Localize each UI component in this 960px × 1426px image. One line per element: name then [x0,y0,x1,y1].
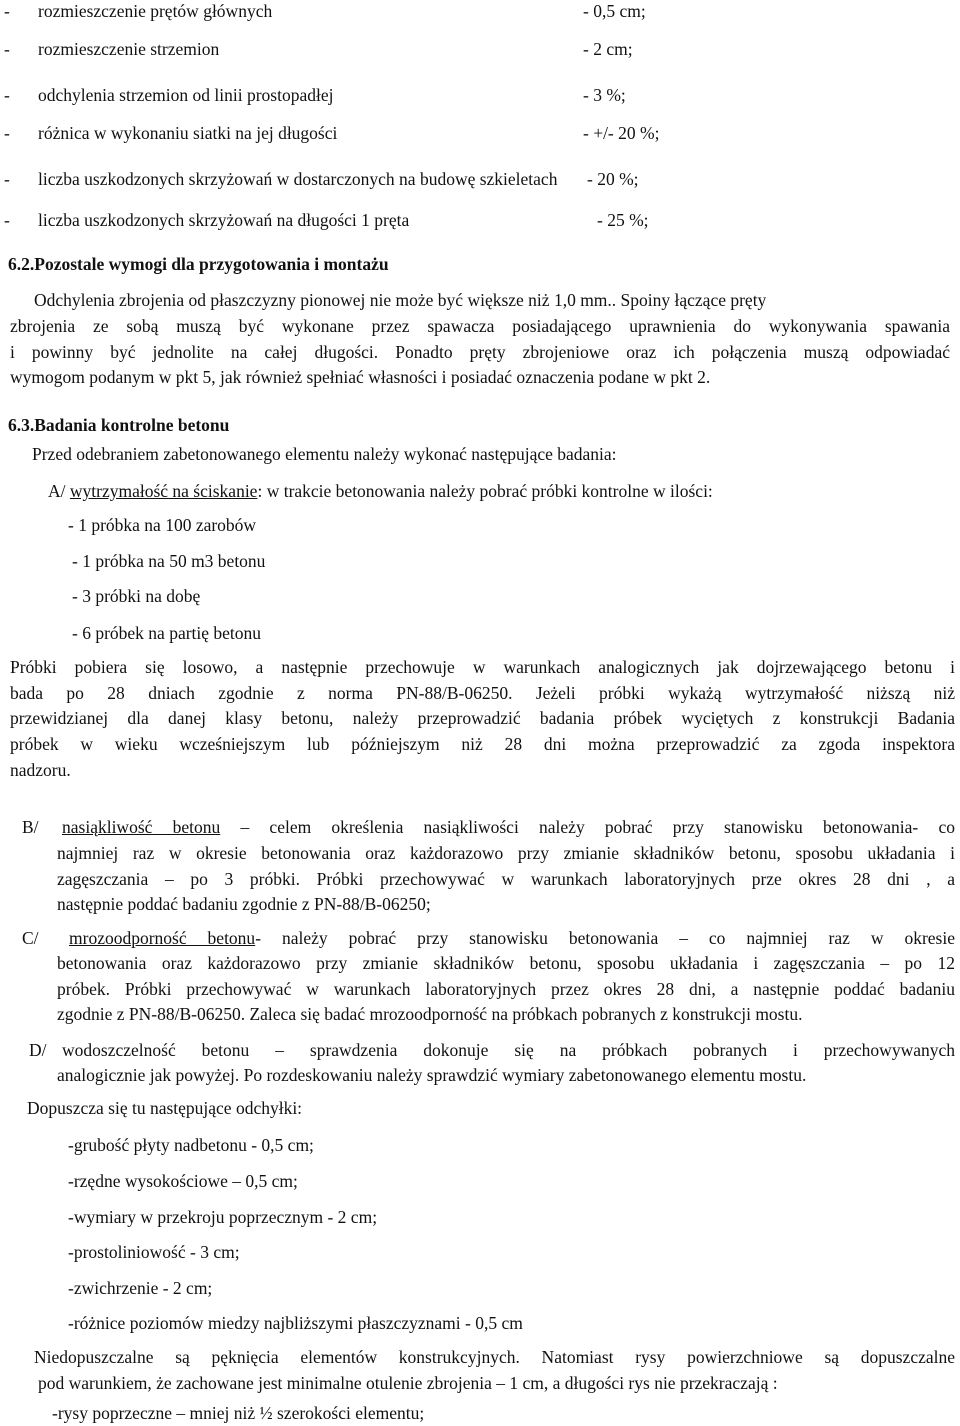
deviation-item: -wymiary w przekroju poprzecznym - 2 cm; [68,1207,378,1227]
tolerance-value: - 0,5 cm; [583,1,646,21]
tolerance-value: - 3 %; [583,85,626,105]
section-heading-6-3: 6.3.Badania kontrolne betonu [8,415,230,435]
paragraph-line: próbek w wieku wcześniejszym lub późniejszym niż 28 dni można przeprowadzić za zgoda inspektora [10,734,955,754]
test-a-prefix: A/ [48,481,70,501]
test-a-rest: : w trakcie betonowania należy pobrać próbki kontrolne w ilości: [257,481,713,501]
paragraph-line: zbrojenia ze sobą muszą być wykonane przez spawacza posiadającego uprawnienia do wykonywania spawania [10,316,950,336]
deviations-intro: Dopuszcza się tu następujące odchyłki: [27,1098,303,1118]
paragraph-line: Próbki pobiera się losowo, a następnie przechowuje w warunkach analogicznych jak dojrzewającego betonu i [10,657,955,677]
tolerance-label: liczba uszkodzonych skrzyżowań na długości 1 pręta [38,210,410,230]
deviation-item: -rzędne wysokościowe – 0,5 cm; [68,1171,298,1191]
paragraph-line: Niedopuszczalne są pęknięcia elementów konstrukcyjnych. Natomiast rysy powierzchniowe są dopuszczalne [34,1347,955,1367]
test-a-term: wytrzymałość na ściskanie [69,481,258,501]
deviation-item: -grubość płyty nadbetonu - 0,5 cm; [68,1135,314,1155]
sample-item: - 3 próbki na dobę [72,586,201,606]
deviation-item: -różnice poziomów miedzy najbliższymi płaszczyznami - 0,5 cm [68,1313,523,1333]
section-intro: Przed odebraniem zabetonowanego elementu należy wykonać następujące badania: [32,444,617,464]
paragraph-line: zagęszczania – po 3 próbki. Próbki przechowywać w warunkach laboratoryjnych prze okres 28 dni , a [57,869,955,889]
test-c-label: C/ [22,928,39,948]
tolerance-label: różnica w wykonaniu siatki na jej długości [38,123,338,143]
sample-item: - 1 próbka na 100 zarobów [68,515,257,535]
tolerance-label: rozmieszczenie strzemion [38,39,220,59]
tolerance-label: rozmieszczenie prętów głównych [38,1,273,21]
test-a-line [48,480,713,502]
test-c-first-line [69,927,955,949]
tolerance-value: - 2 cm; [583,39,633,59]
paragraph-line: następnie poddać badaniu zgodnie z PN-88/B-06250; [57,894,431,914]
paragraph-line: betonowania oraz każdorazowo przy zmianie składników betonu, sposobu układania i zagęszczania – po 12 [57,953,955,973]
test-b-rest: – celem określenia nasiąkliwości należy pobrać przy stanowisku betonowania- co [220,817,955,837]
tolerance-value: - 20 %; [587,169,639,189]
paragraph-line: próbek. Próbki przechowywać w warunkach laboratoryjnych przez okres 28 dni, a następnie poddać badaniu [57,979,955,999]
sample-item: - 1 próbka na 50 m3 betonu [72,551,266,571]
list-dash: - [4,169,10,189]
sample-item: - 6 próbek na partię betonu [72,623,262,643]
test-b-first-line [62,816,955,838]
list-dash: - [4,210,10,230]
paragraph-line: Odchylenia zbrojenia od płaszczyzny pionowej nie może być większe niż 1,0 mm.. Spoiny łączące pręty [34,290,767,310]
section-heading-6-2: 6.2.Pozostale wymogi dla przygotowania i montażu [8,254,389,274]
test-c-term: mrozoodporność betonu [69,928,256,948]
test-d-first-line: wodoszczelność betonu – sprawdzenia dokonuje się na próbkach pobranych i przechowywanych [62,1040,955,1060]
paragraph-line: i powinny być jednolite na całej długości. Ponadto pręty zbrojeniowe oraz ich połączenia muszą odpowiadać [10,342,950,362]
paragraph-line: pod warunkiem, że zachowane jest minimalne otulenie zbrojenia – 1 cm, a długości rys nie przekraczają : [38,1373,778,1393]
paragraph-line: nadzoru. [10,760,71,780]
deviation-item: -prostoliniowość - 3 cm; [68,1242,240,1262]
paragraph-line: bada po 28 dniach zgodnie z norma PN-88/B-06250. Jeżeli próbki wykażą wytrzymałość niższą niż [10,683,955,703]
tolerance-value: - +/- 20 %; [583,123,660,143]
paragraph-line: wymogom podanym w pkt 5, jak również spełniać własności i posiadać oznaczenia podane w pkt 2. [10,367,711,387]
test-b-term: nasiąkliwość betonu [62,817,221,837]
paragraph-line: przewidzianej dla danej klasy betonu, należy przeprowadzić badania próbek wyciętych z konstrukcji Badania [10,708,955,728]
paragraph-line: najmniej raz w okresie betonowania oraz każdorazowo przy zmianie składników betonu, sposobu układania i [57,843,955,863]
tolerance-label: odchylenia strzemion od linii prostopadłej [38,85,334,105]
deviation-item: -zwichrzenie - 2 cm; [68,1278,213,1298]
list-dash: - [4,85,10,105]
test-b-label: B/ [22,817,39,837]
list-dash: - [4,1,10,21]
tolerance-value: - 25 %; [597,210,649,230]
tolerance-label: liczba uszkodzonych skrzyżowań w dostarczonych na budowę szkieletach [38,169,558,189]
paragraph-line: analogicznie jak powyżej. Po rozdeskowaniu należy sprawdzić wymiary zabetonowanego elementu mostu. [57,1065,807,1085]
test-d-label: D/ [29,1040,47,1060]
list-dash: - [4,39,10,59]
paragraph-line: zgodnie z PN-88/B-06250. Zaleca się badać mrozoodporność na próbkach pobranych z konstrukcji mostu. [57,1004,803,1024]
list-dash: - [4,123,10,143]
test-c-rest: - należy pobrać przy stanowisku betonowania – co najmniej raz w okresie [255,928,955,948]
crack-item: -rysy poprzeczne – mniej niż ½ szerokości elementu; [52,1403,425,1423]
